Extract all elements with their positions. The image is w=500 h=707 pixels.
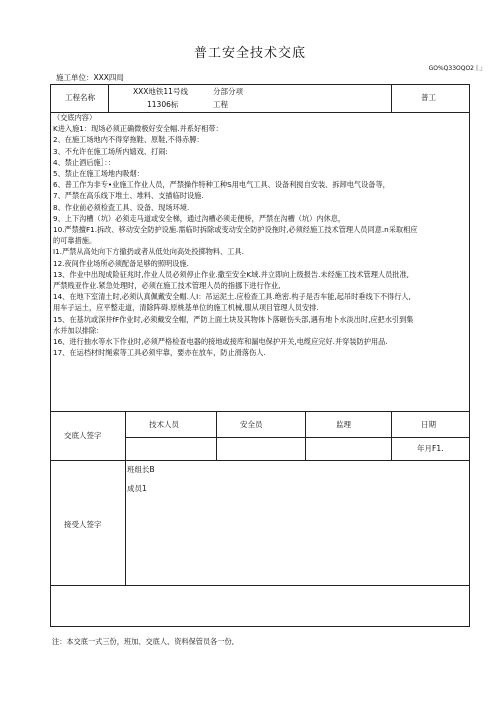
- date-value: 年月F1.: [417, 444, 444, 453]
- construction-unit: 施工单位：XXX四局: [56, 73, 124, 82]
- divider: [51, 585, 469, 586]
- footnote: 注：本交底一式三份，班加、交底人、资料保管员各一份,: [52, 637, 234, 646]
- content-line: 用车子运土，应平整走道，清除阵碍.原桃基单位的施工机械,服从项目管理人员安排.: [53, 303, 319, 313]
- content-line: 4、禁止酒后施］：：: [53, 157, 116, 167]
- project-name-value: XXX地铁11号线: [133, 87, 188, 96]
- divider: [391, 85, 392, 112]
- date-label: 日期: [421, 420, 436, 429]
- project-name-label: 工程名称: [65, 93, 95, 102]
- supervisor-label: 监理: [336, 420, 351, 429]
- briefing-content: [53, 112, 467, 358]
- trade-value: 普工: [421, 93, 436, 102]
- member-label: 成员1: [127, 484, 147, 493]
- receiver-signature-label: 接受人签字: [64, 520, 102, 529]
- content-line: 13、作业中出现成险征兆时,作业人员必须停止作业.撒至安全K域.并立即向上级报告.未经施工技术管理人员批准,: [53, 269, 409, 279]
- divider: [305, 411, 306, 460]
- divider: [216, 411, 217, 460]
- divider: [51, 460, 469, 461]
- content-line: I1.严禁从高处向下方撤扔或者从低处向高处投掷物料、工具.: [53, 247, 244, 257]
- briefing-table: [50, 84, 470, 627]
- content-line: 2、在施工场地内不得穿拖鞋、原鞋,不得赤膊：: [53, 135, 204, 145]
- content-line: 的可靠措施。: [53, 236, 97, 246]
- content-line: 3、不允许在施工场所内嬉戏、打闹:: [53, 146, 168, 156]
- divider: [391, 411, 392, 460]
- content-line: 水并加以排除：: [53, 325, 104, 335]
- subproject-label-2: 工程: [213, 100, 228, 109]
- content-line: 严禁贱亚作业.紧急处理时，必须在施工技术管理人员的指挪下进行作业,: [53, 281, 281, 291]
- content-line: 14、在地下室清土时,必须认真佩戴安全帽.人I：吊运泥土.应检查工具.绝密.构子是否车能,起吊时垂线下不得行人,: [53, 292, 411, 302]
- document-code: GO%Q33OQO2丄」: [428, 65, 486, 72]
- content-line: 10.严禁擅F1.拆改、移动安全防护设施.需临时拆除或变动安全防护设拖时,必须经施工技术管理人员同意.n采取相应: [53, 225, 418, 235]
- divider: [51, 411, 469, 412]
- content-line: 6、普工作为非专•业施工作业人员，严禁操作特种工种S用电气工具、设备利搅自安装、拆卸电气设备等，: [53, 180, 390, 190]
- subproject-label: 分部分项: [213, 87, 243, 96]
- content-line: 5、禁止在施工场地内吸烟：: [53, 169, 144, 179]
- content-line: 9、上下沟槽（坑）必须走马道或安全梯，通过沟槽必须走便桥，严禁在沟槽（坑）内休息，: [53, 213, 346, 223]
- divider: [108, 85, 109, 112]
- divider: [125, 411, 126, 585]
- safety-officer-label: 安全员: [240, 420, 263, 429]
- tech-staff-label: 技术人员: [149, 420, 179, 429]
- content-line: 12.夜间作业场所必须配备足够的照明设施.: [53, 258, 189, 268]
- team-leader-label: 班组长B: [127, 465, 155, 474]
- content-heading: （交底内容）: [53, 113, 97, 122]
- content-line: 17、在运档材时绳索等工具必须牢靠，要亦在放车，防止滑落伤人.: [53, 348, 266, 358]
- content-line: 16、进行抽水等水下作业时,必须严格检查电器的接地或接库和漏电保护开关,电缆应完好.并穿装防护用品.: [53, 337, 388, 347]
- content-line: K进入施1：现场必须正确微极好安全幅.并系好相带：: [53, 124, 223, 134]
- content-line: 7、严禁在高乐线下堆土、堆料、支描临时设施.: [53, 191, 204, 201]
- project-section-value: 11306标: [147, 100, 179, 109]
- handover-signature-label: 交底人签字: [64, 431, 102, 440]
- divider: [125, 437, 469, 438]
- content-line: 8、作业前必须检査工具、设备、现场环境.: [53, 202, 190, 212]
- document-title: 普工安全技术交底: [193, 46, 306, 61]
- content-line: 15、在基坑或深井fF作业时,必须戴安全帽，严防上面土块及其物体卜落砸伤头部,遇有地卜水淡出时,应把水引到集: [53, 314, 414, 324]
